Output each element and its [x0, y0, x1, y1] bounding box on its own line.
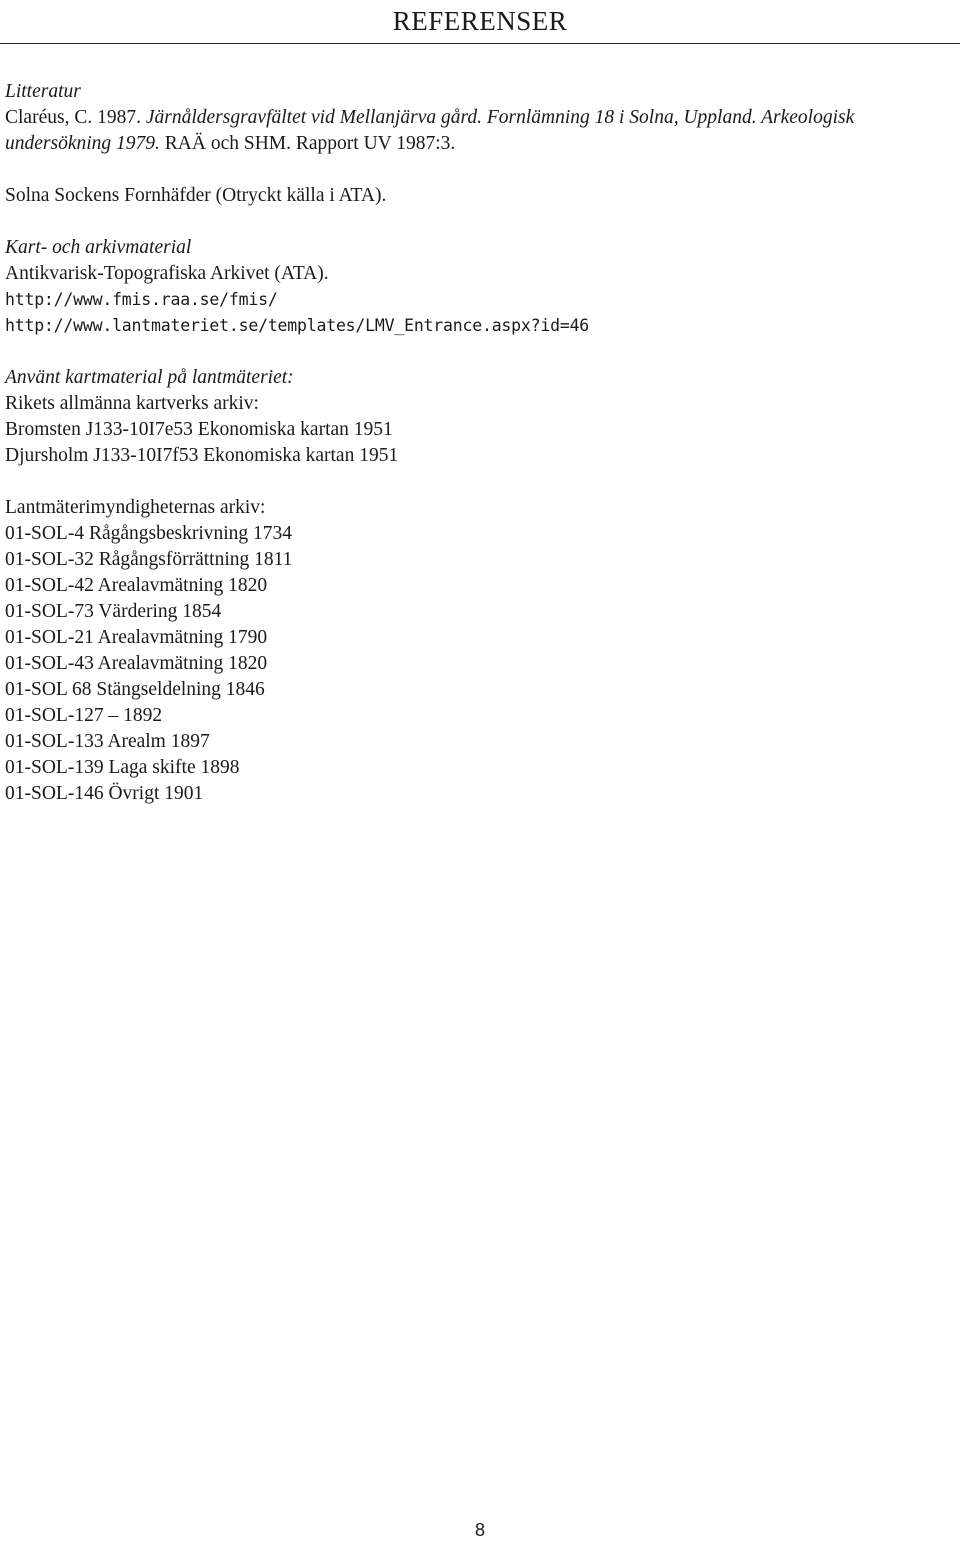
section-heading-anvant: Använt kartmaterial på lantmäteriet: — [5, 367, 294, 388]
archive-entry: 01-SOL-43 Arealavmätning 1820 — [5, 653, 268, 674]
reference-entry-solna: Solna Sockens Fornhäfder (Otryckt källa i ATA). — [5, 185, 387, 206]
spacer — [5, 209, 945, 235]
page-header — [0, 0, 960, 44]
page-title: REFERENSER — [392, 6, 568, 36]
map-entry: Djursholm J133-10I7f53 Ekonomiska kartan 1951 — [5, 445, 399, 466]
reference-title-part1: Järnåldersgravfältet vid Mellanjärva gård. Fornlämning 18 i Solna, Uppland. Arkeologisk — [145, 107, 855, 128]
spacer — [5, 157, 945, 183]
archive-title-lantmateri: Lantmäterimyndigheternas arkiv: — [5, 497, 266, 518]
archive-entry: 01-SOL-133 Arealm 1897 — [5, 731, 210, 752]
archive-entry: 01-SOL-73 Värdering 1854 — [5, 601, 222, 622]
reference-entry-clareus-line2 — [5, 131, 945, 157]
archive-entry: 01-SOL-21 Arealavmätning 1790 — [5, 627, 268, 648]
archive-entry: 01-SOL-127 – 1892 — [5, 705, 163, 726]
archive-entry: 01-SOL-4 Rågångsbeskrivning 1734 — [5, 523, 293, 544]
reference-publisher: RAÄ och SHM. Rapport UV 1987:3. — [159, 133, 456, 154]
archive-entry: 01-SOL-32 Rågångsförrättning 1811 — [5, 549, 293, 570]
spacer — [5, 469, 945, 495]
section-heading-kart: Kart- och arkivmaterial — [5, 237, 192, 258]
map-entry: Bromsten J133-10I7e53 Ekonomiska kartan 1951 — [5, 419, 393, 440]
reference-entry-clareus-line1 — [5, 105, 945, 131]
url-lantmateriet[interactable]: http://www.lantmateriet.se/templates/LMV_Entrance.aspx?id=46 — [5, 316, 590, 335]
header-divider — [0, 43, 960, 44]
archive-entry: 01-SOL-42 Arealavmätning 1820 — [5, 575, 268, 596]
archive-title-rikets: Rikets allmänna kartverks arkiv: — [5, 393, 259, 414]
archive-entry: 01-SOL 68 Stängseldelning 1846 — [5, 679, 265, 700]
references-content — [5, 79, 945, 807]
reference-title-part2: undersökning 1979. — [5, 133, 160, 154]
url-fmis[interactable]: http://www.fmis.raa.se/fmis/ — [5, 290, 278, 309]
archive-entry-ata: Antikvarisk-Topografiska Arkivet (ATA). — [5, 263, 329, 284]
section-heading-litteratur: Litteratur — [5, 81, 81, 102]
archive-entry: 01-SOL-139 Laga skifte 1898 — [5, 757, 240, 778]
archive-entry: 01-SOL-146 Övrigt 1901 — [5, 783, 204, 804]
reference-author-year: Claréus, C. 1987. — [5, 107, 146, 128]
page-number: 8 — [474, 1520, 485, 1540]
spacer — [5, 339, 945, 365]
